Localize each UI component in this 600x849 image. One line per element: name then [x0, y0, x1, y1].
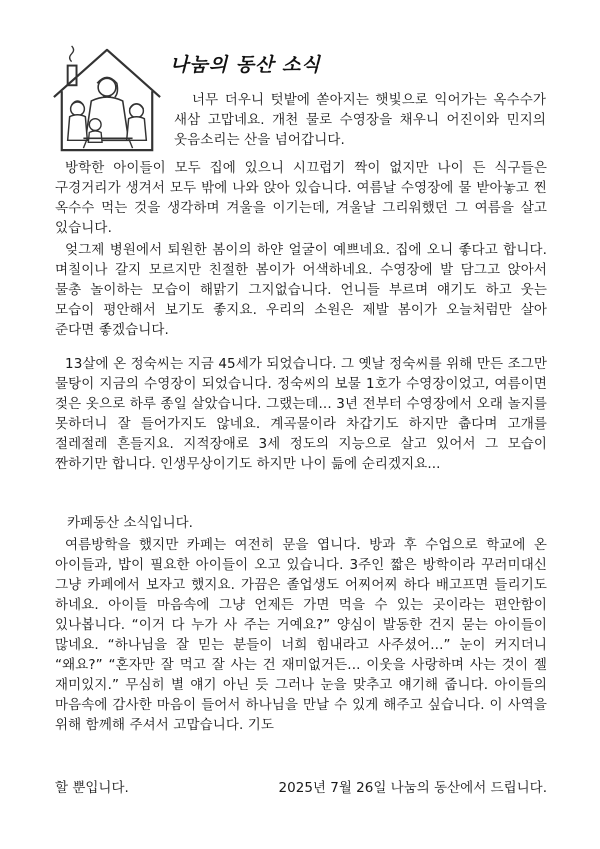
closing-text: 할 뿐입니다. — [55, 780, 129, 796]
newsletter-title: 나눔의 동산 소식 — [170, 54, 321, 76]
cafe-paragraph: 여름방학을 했지만 카페는 여전히 문을 엽니다. 방과 후 수업으로 학교에 온 아이들과, 밥이 필요한 아이들이 오고 있습니다. 3주인 짧은 방학이라 꾸러미대신 그냥 카페에서 보자고 했지요. 가끔은 졸업생도 어찌어찌 하다 배고프면 들리기도 하네요. 아이들 마음속에 그냥 언제든 가면 먹을 수 있는 곳이라는 편안함이 있나봅니다. “이거 다 누가 사 주는 거예요?” 양심이 발동한 건지 묻는 아이들이 많네요. “하나님을 잘 믿는 분들이 너희 힘내라고 사주셨어...” 눈이 커지더니 “왜요?” “혼자만 잘 먹고 잘 사는 건 재미없거든... 이웃을 사랑하며 사는 것이 젤 재미있지.” 무심히 별 얘기 아닌 듯 그러나 눈을 맞추고 얘기해 줍니다. 아이들의 마음속에 감사한 마음이 들어서 하나님을 만날 수 있게 해주고 싶습니다. 이 사역을 위해 함께해 주셔서 고맙습니다. 기도 — [55, 537, 547, 733]
cafe-heading: 카페동산 소식입니다. — [67, 515, 193, 531]
bomi-paragraph: 엊그제 병원에서 퇴원한 봄이의 하얀 얼굴이 예쁘네요. 집에 오니 좋다고 합니다. 며칠이나 갈지 모르지만 친절한 봄이가 어색하네요. 수영장에 발 담그고 앉아서 물총 놀이하는 모습이 해맑기 그지없습니다. 언니들 부르며 얘기도 하고 웃는 모습이 평안해서 보기도 좋지요. 우리의 소원은 제발 봄이가 오늘처럼만 살아 준다면 좋겠습니다. — [55, 242, 547, 338]
family-house-icon — [48, 40, 166, 158]
vacation-paragraph: 방학한 아이들이 모두 집에 있으니 시끄럽기 짝이 없지만 나이 든 식구들은 구경거리가 생겨서 모두 밖에 나와 앉아 있습니다. 여름날 수영장에 물 받아놓고 찐 옥수수 먹는 것을 생각하며 겨울을 이기는데, 겨울날 그리워했던 그 여름을 살고 있습니다. — [55, 160, 547, 236]
jeongsuk-paragraph: 13살에 온 정숙씨는 지금 45세가 되었습니다. 그 옛날 정숙씨를 위해 만든 조그만 물탕이 지금의 수영장이 되었습니다. 정숙씨의 보물 1호가 수영장이었고, 여름이면 젖은 옷으로 하루 종일 살았습니다. 그랬는데... 3년 전부터 수영장에서 오래 놀지를 못하더니 잘 들어가지도 않네요. 계곡물이라 차갑기도 하지만 춥다며 고개를 절레절레 흔들지요. 지적장애로 3세 정도의 지능으로 살고 있어서 그 모습이 짠하기만 합니다. 인생무상이기도 하지만 나이 듦에 순리겠지요... — [55, 356, 547, 472]
intro-paragraph: 너무 더우니 텃밭에 쏟아지는 햇빛으로 익어가는 옥수수가 새삼 고맙네요. 개천 물로 수영장을 채우니 어진이와 민지의 웃음소리는 산을 넘어갑니다. — [174, 92, 546, 148]
closing-date: 2025년 7월 26일 나눔의 동산에서 드립니다. — [278, 780, 547, 796]
closing-line — [55, 778, 547, 798]
